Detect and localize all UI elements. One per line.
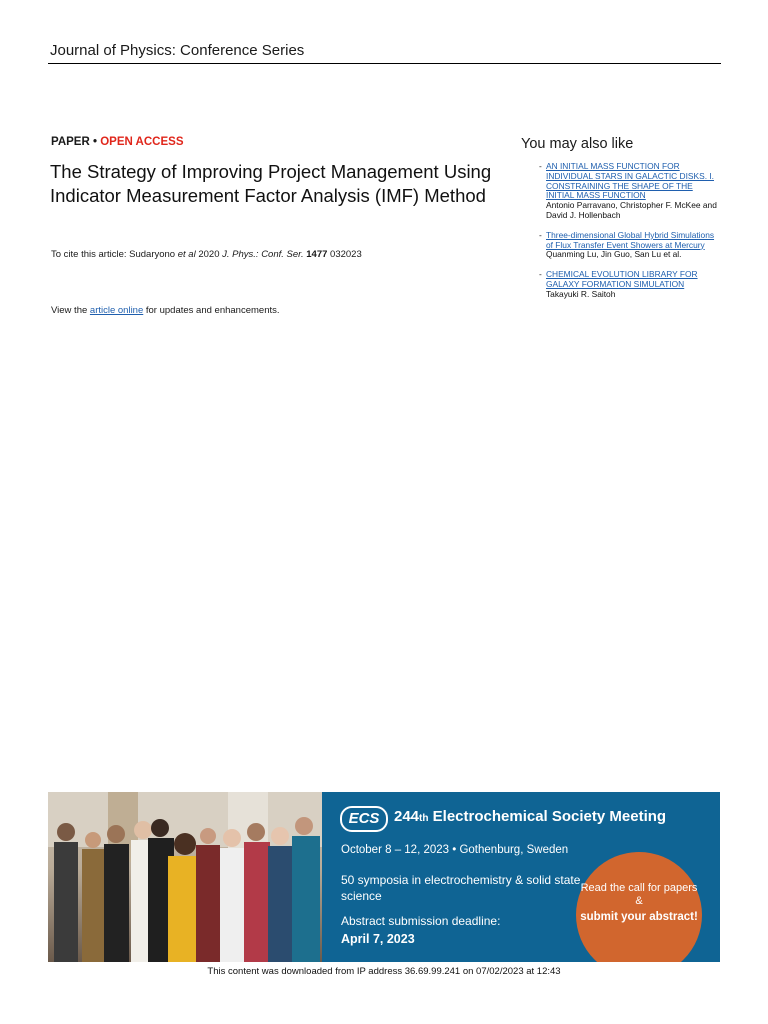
related-item — [539, 270, 719, 299]
cite-volume: 1477 — [306, 249, 328, 260]
article-title: The Strategy of Improving Project Management Using Indicator Measurement Factor Analysis (IMF) Method — [50, 161, 492, 206]
tag-separator: • — [89, 136, 101, 148]
ecs-ad-banner[interactable] — [48, 792, 720, 962]
paper-type: PAPER — [51, 136, 90, 148]
related-link[interactable]: CHEMICAL EVOLUTION LIBRARY FOR GALAXY FORMATION SIMULATION — [546, 269, 698, 289]
related-item — [539, 162, 719, 221]
header-rule — [48, 63, 721, 64]
deadline-label: Abstract submission deadline: — [341, 914, 501, 928]
crowd-illustration — [48, 792, 322, 962]
meeting-number: 244 — [394, 808, 420, 825]
crowd-photo — [48, 792, 322, 962]
list-dash: - — [539, 229, 542, 240]
open-access-label: OPEN ACCESS — [100, 136, 184, 148]
citation-line — [51, 249, 362, 260]
view-suffix: for updates and enhancements. — [143, 305, 280, 316]
cite-journal: J. Phys.: Conf. Ser. — [222, 249, 304, 260]
cta-line1: Read the call for papers & — [580, 882, 698, 907]
meeting-dates: October 8 – 12, 2023 • Gothenburg, Sweden — [341, 844, 569, 856]
submit-abstract-button[interactable] — [576, 852, 702, 962]
cite-prefix: To cite this article: Sudaryono — [51, 249, 178, 260]
related-heading: You may also like — [521, 136, 634, 152]
related-authors: Takayuki R. Saitoh — [546, 288, 616, 299]
article-online-link[interactable]: article online — [89, 305, 144, 316]
symposia-text: 50 symposia in electrochemistry & solid state science — [341, 873, 581, 903]
meeting-title — [394, 808, 666, 825]
cite-etal: et al — [177, 249, 196, 260]
cta-line2: submit your abstract! — [580, 911, 698, 923]
download-note: This content was downloaded from IP address 36.69.99.241 on 07/02/2023 at 12:43 — [207, 966, 561, 977]
related-list — [539, 162, 719, 310]
list-dash: - — [539, 161, 542, 171]
cite-year: 2020 — [195, 249, 223, 260]
journal-header: Journal of Physics: Conference Series — [50, 42, 305, 59]
view-prefix: View the — [51, 305, 90, 316]
cite-article-number: 032023 — [327, 249, 362, 260]
meeting-name: Electrochemical Society Meeting — [428, 808, 667, 825]
related-authors: Antonio Parravano, Christopher F. McKee and David J. Hollenbach — [546, 200, 717, 220]
related-link[interactable]: AN INITIAL MASS FUNCTION FOR INDIVIDUAL STARS IN GALACTIC DISKS. I. CONSTRAINING THE SHAPE OF THE INITIAL MASS FUNCTION — [546, 161, 714, 201]
related-authors: Quanming Lu, Jin Guo, San Lu et al. — [546, 249, 682, 260]
related-item — [539, 231, 719, 260]
meeting-suffix: th — [419, 813, 429, 824]
view-online-line — [51, 305, 280, 316]
list-dash: - — [539, 269, 542, 280]
deadline-date: April 7, 2023 — [341, 932, 415, 946]
paper-type-label — [51, 136, 184, 148]
ecs-logo: ECS — [340, 806, 388, 832]
related-link[interactable]: Three-dimensional Global Hybrid Simulations of Flux Transfer Event Showers at Mercury — [546, 229, 715, 250]
